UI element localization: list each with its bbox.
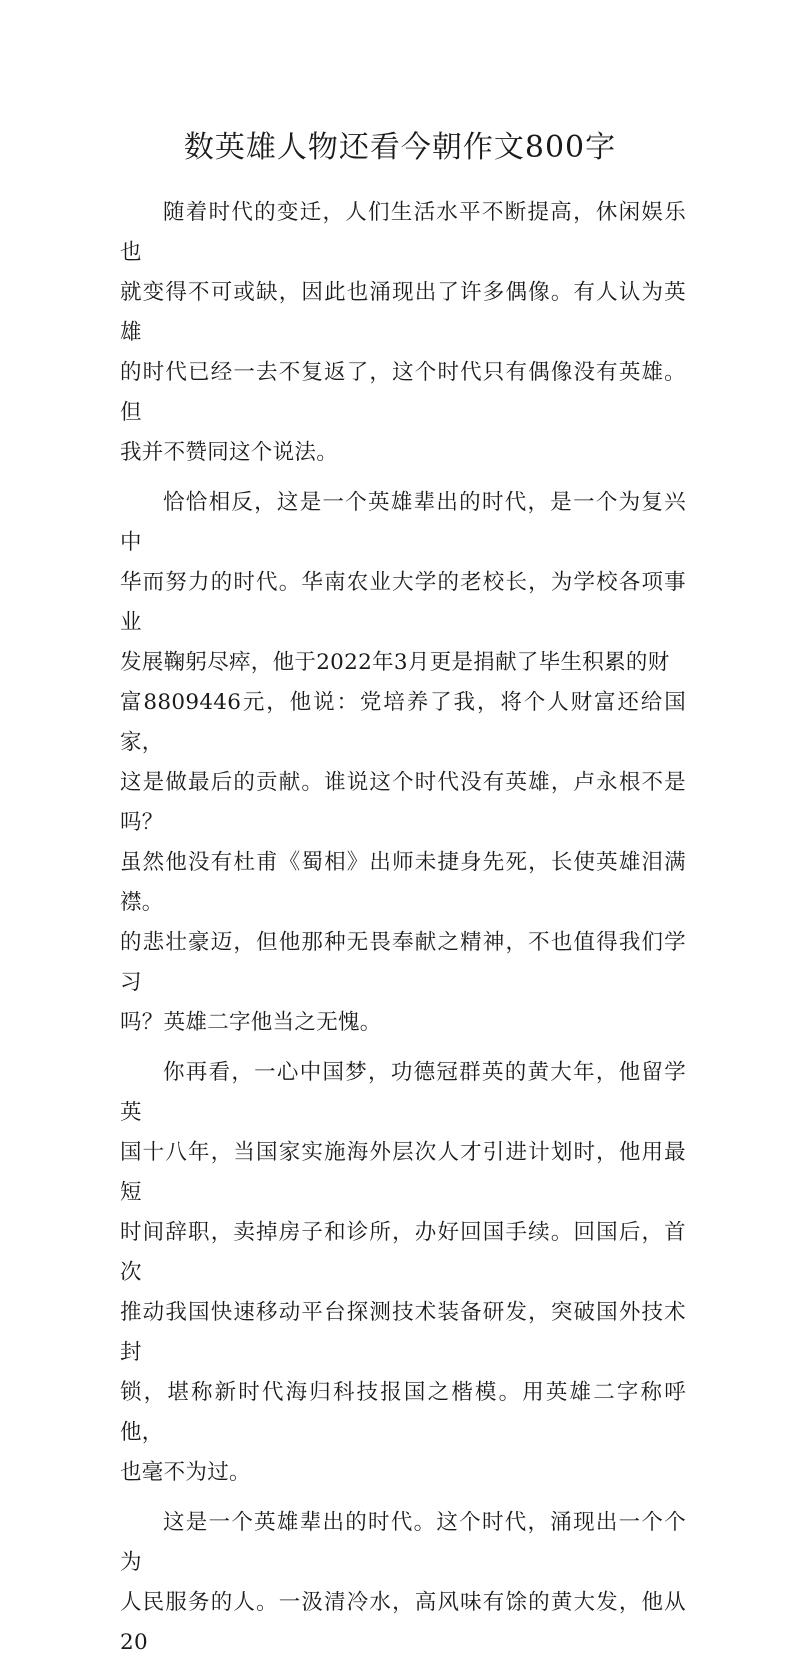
paragraph-2: 恰恰相反，这是一个英雄辈出的时代，是一个为复兴中 华而努力的时代。华南农业大学的老校长，为学校各项事业 发展鞠躬尽瘁，他于2022年3月更是捐献了毕生积累的财 富8809446元，他说：党培养了我，将个人财富还给国家， 这是做最后的贡献。谁说这个时代没有英雄，卢永根不是吗？ 虽然他没有杜甫《蜀相》出师未捷身先死，长使英雄泪满襟。 的悲壮豪迈，但他那种无畏奉献之精神，不也值得我们学习 吗？英雄二字他当之无愧。 — [120, 490, 686, 1035]
page-title: 数英雄人物还看今朝作文800字 — [183, 130, 617, 165]
paragraph-1: 随着时代的变迁，人们生活水平不断提高，休闲娱乐也 就变得不可或缺，因此也涌现出了许多偶像。有人认为英雄 的时代已经一去不复返了，这个时代只有偶像没有英雄。但 我并不赞同这个说法。 — [120, 200, 686, 465]
article-body — [120, 193, 686, 1673]
paragraph-4: 这是一个英雄辈出的时代。这个时代，涌现出一个个为 人民服务的人。一汲清冷水，高风味有馀的黄大发，他从20 — [120, 1510, 686, 1655]
paragraph-3: 你再看，一心中国梦，功德冠群英的黄大年，他留学英 国十八年，当国家实施海外层次人才引进计划时，他用最短 时间辞职，卖掉房子和诊所，办好回国手续。回国后，首次 推动我国快速移动平台探测技术装备研发，突破国外技术封 锁，堪称新时代海归科技报国之楷模。用英雄二字称呼他， 也毫不为过。 — [120, 1060, 686, 1485]
